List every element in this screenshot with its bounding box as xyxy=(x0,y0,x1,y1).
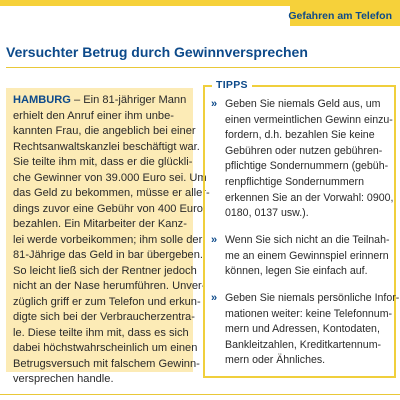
tip-line: einen vermeintlichen Gewinn einzu- xyxy=(225,113,393,126)
story-line: erhielt den Anruf einer ihm unbe- xyxy=(13,109,174,122)
section-header xyxy=(0,0,400,28)
story-line: das Geld zu bekommen, müsse er aller- xyxy=(13,187,210,199)
tip-line: Bankleitzahlen, Kreditkartennum- xyxy=(225,338,382,351)
page-title: Versuchter Betrug durch Gewinnversprechen xyxy=(6,44,308,60)
tip-line: mationen weiter: keine Telefonnum- xyxy=(225,307,393,320)
story-first-line-rest: – Ein 81-jähriger Mann xyxy=(70,94,187,106)
story-line: Rechtsanwaltskanzlei beschäftigt war. xyxy=(13,140,200,153)
tip-line: erkennen Sie an der Vorwahl: 0900, xyxy=(225,191,394,204)
story-keyword: HAMBURG xyxy=(13,94,71,106)
tip-text xyxy=(225,97,393,222)
tip-text xyxy=(225,291,399,369)
story-line: digte sich bei der Verbraucherzentra- xyxy=(13,311,195,323)
story-line: le. Diese teilte ihm mit, dass es sich xyxy=(13,326,189,339)
tip-line: Geben Sie niemals Geld aus, um xyxy=(225,98,381,110)
tip-line: Geben Sie niemals persönliche Infor- xyxy=(225,292,400,304)
story-text xyxy=(13,93,210,388)
bullet-arrow-icon: » xyxy=(211,292,218,304)
tip-line: pflichtige Sondernummern (gebüh- xyxy=(225,160,389,173)
tip-line: Gebühren oder nutzen gebühren- xyxy=(225,144,383,157)
story-line: So leicht ließ sich der Rentner jedoch xyxy=(13,264,197,277)
story-line: züglich griff er zum Telefon und erkun- xyxy=(13,295,201,308)
tip-line: fordern, d.h. bezahlen Sie keine xyxy=(225,129,375,142)
tip-line: 0180, 0137 usw.). xyxy=(225,207,309,220)
story-line: dabei höchstwahrscheinlich um einen xyxy=(13,342,198,354)
tip-line: mern oder Ähnliches. xyxy=(225,354,326,367)
tip-line: me an einem Gewinnspiel erinnern xyxy=(225,249,389,262)
story-line: Sie teilte ihm mit, dass er die glückli- xyxy=(13,156,193,168)
bottom-divider xyxy=(0,394,400,395)
story-line: kannten Frau, die angeblich bei einer xyxy=(13,125,196,137)
tips-label: TIPPS xyxy=(212,79,252,91)
story-line: Betrugsversuch mit falschem Gewinn- xyxy=(13,357,200,370)
section-tab xyxy=(290,0,400,26)
story-line: che Gewinner von 39.000 Euro sei. Um xyxy=(13,171,207,184)
tip-line: mern und Adressen, Kontodaten, xyxy=(225,323,380,336)
story-line: bezahlen. Ein Mitarbeiter der Kanz- xyxy=(13,218,187,230)
bullet-arrow-icon: » xyxy=(211,234,218,246)
story-first-line xyxy=(13,93,187,109)
bullet-arrow-icon: » xyxy=(211,98,218,110)
story-line: lei werde vorbeikommen; ihm solle der xyxy=(13,233,203,246)
story-box xyxy=(6,88,210,385)
tips-box xyxy=(203,79,400,378)
tip-line: Wenn Sie sich nicht an die Teilnah- xyxy=(225,234,390,246)
tip-line: können, legen Sie einfach auf. xyxy=(225,265,368,278)
story-line: 81-Jährige das Geld in bar übergeben. xyxy=(13,249,203,261)
story-line: dings zuvor eine Gebühr von 400 Euro xyxy=(13,202,203,215)
title-divider xyxy=(6,67,400,68)
tip-text xyxy=(225,233,390,280)
story-line: versprechen handle. xyxy=(13,373,114,385)
section-title: Gefahren am Telefon xyxy=(288,10,392,22)
story-line: nicht an der Nase herumführen. Unver- xyxy=(13,280,206,292)
tip-line: renpflichtige Sondernummern xyxy=(225,175,364,188)
